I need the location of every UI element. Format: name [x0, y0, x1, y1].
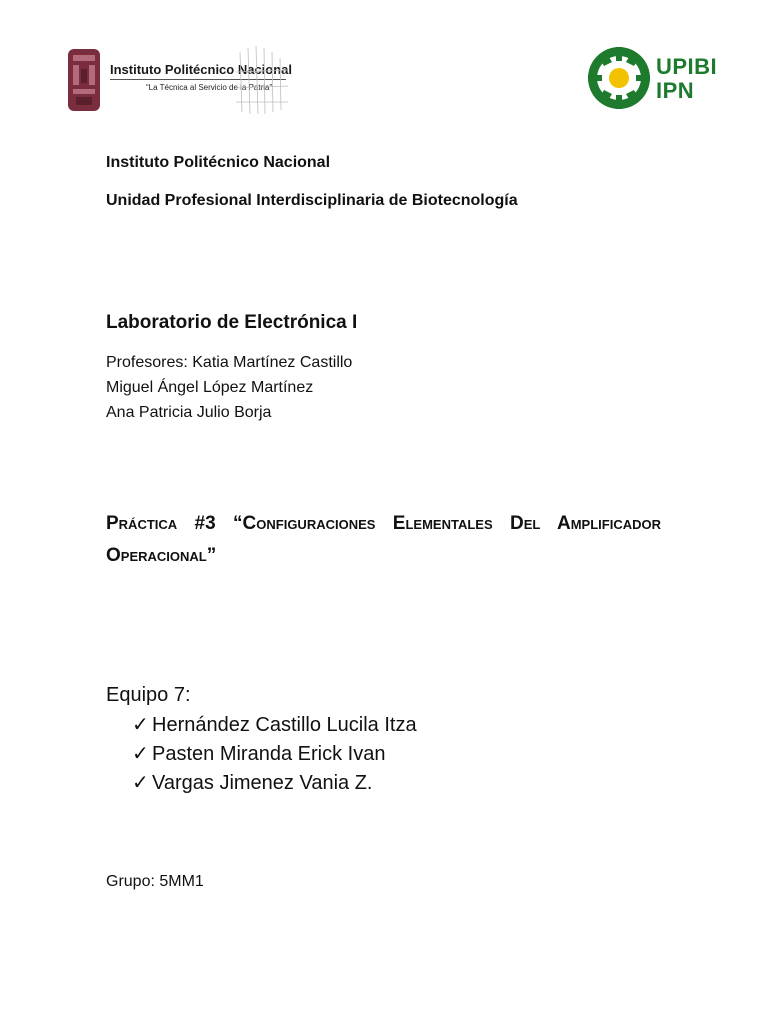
team-member-name: Vargas Jimenez Vania Z. — [152, 772, 373, 794]
upibi-sun-mark-icon — [586, 42, 652, 112]
ipn-logo-name: Instituto Politécnico Nacional — [110, 62, 293, 77]
team-title: Equipo 7: — [106, 684, 191, 706]
team-member-name: Hernández Castillo Lucila Itza — [152, 714, 417, 736]
building-sketch-icon — [230, 42, 294, 116]
ipn-emblem-icon — [64, 47, 104, 113]
team-member — [132, 712, 417, 737]
check-icon: ✓ — [132, 772, 149, 794]
upibi-logo-line1: UPIBI — [656, 54, 718, 79]
unit-name: Unidad Profesional Interdisciplinaria de Biotecnología — [106, 192, 518, 209]
ipn-logo — [64, 42, 294, 118]
professor-line: Ana Patricia Julio Borja — [106, 404, 272, 421]
professor-line: Profesores: Katia Martínez Castillo — [106, 354, 353, 371]
upibi-logo — [586, 42, 716, 116]
course-title: Laboratorio de Electrónica I — [106, 312, 358, 333]
professor-line: Miguel Ángel López Martínez — [106, 379, 314, 396]
check-icon: ✓ — [132, 743, 149, 765]
group-label: Grupo: 5MM1 — [106, 873, 204, 890]
ipn-logo-motto: “La Técnica al Servicio de la Patria” — [146, 83, 273, 92]
team-member — [132, 770, 372, 795]
team-member — [132, 741, 385, 766]
institution-name: Instituto Politécnico Nacional — [106, 154, 331, 171]
check-icon: ✓ — [132, 714, 149, 736]
team-member-name: Pasten Miranda Erick Ivan — [152, 743, 386, 765]
practice-title: Práctica #3 “Configuraciones Elementales Del Amplificador Operacional” — [106, 513, 661, 566]
upibi-logo-line2: IPN — [656, 78, 695, 103]
